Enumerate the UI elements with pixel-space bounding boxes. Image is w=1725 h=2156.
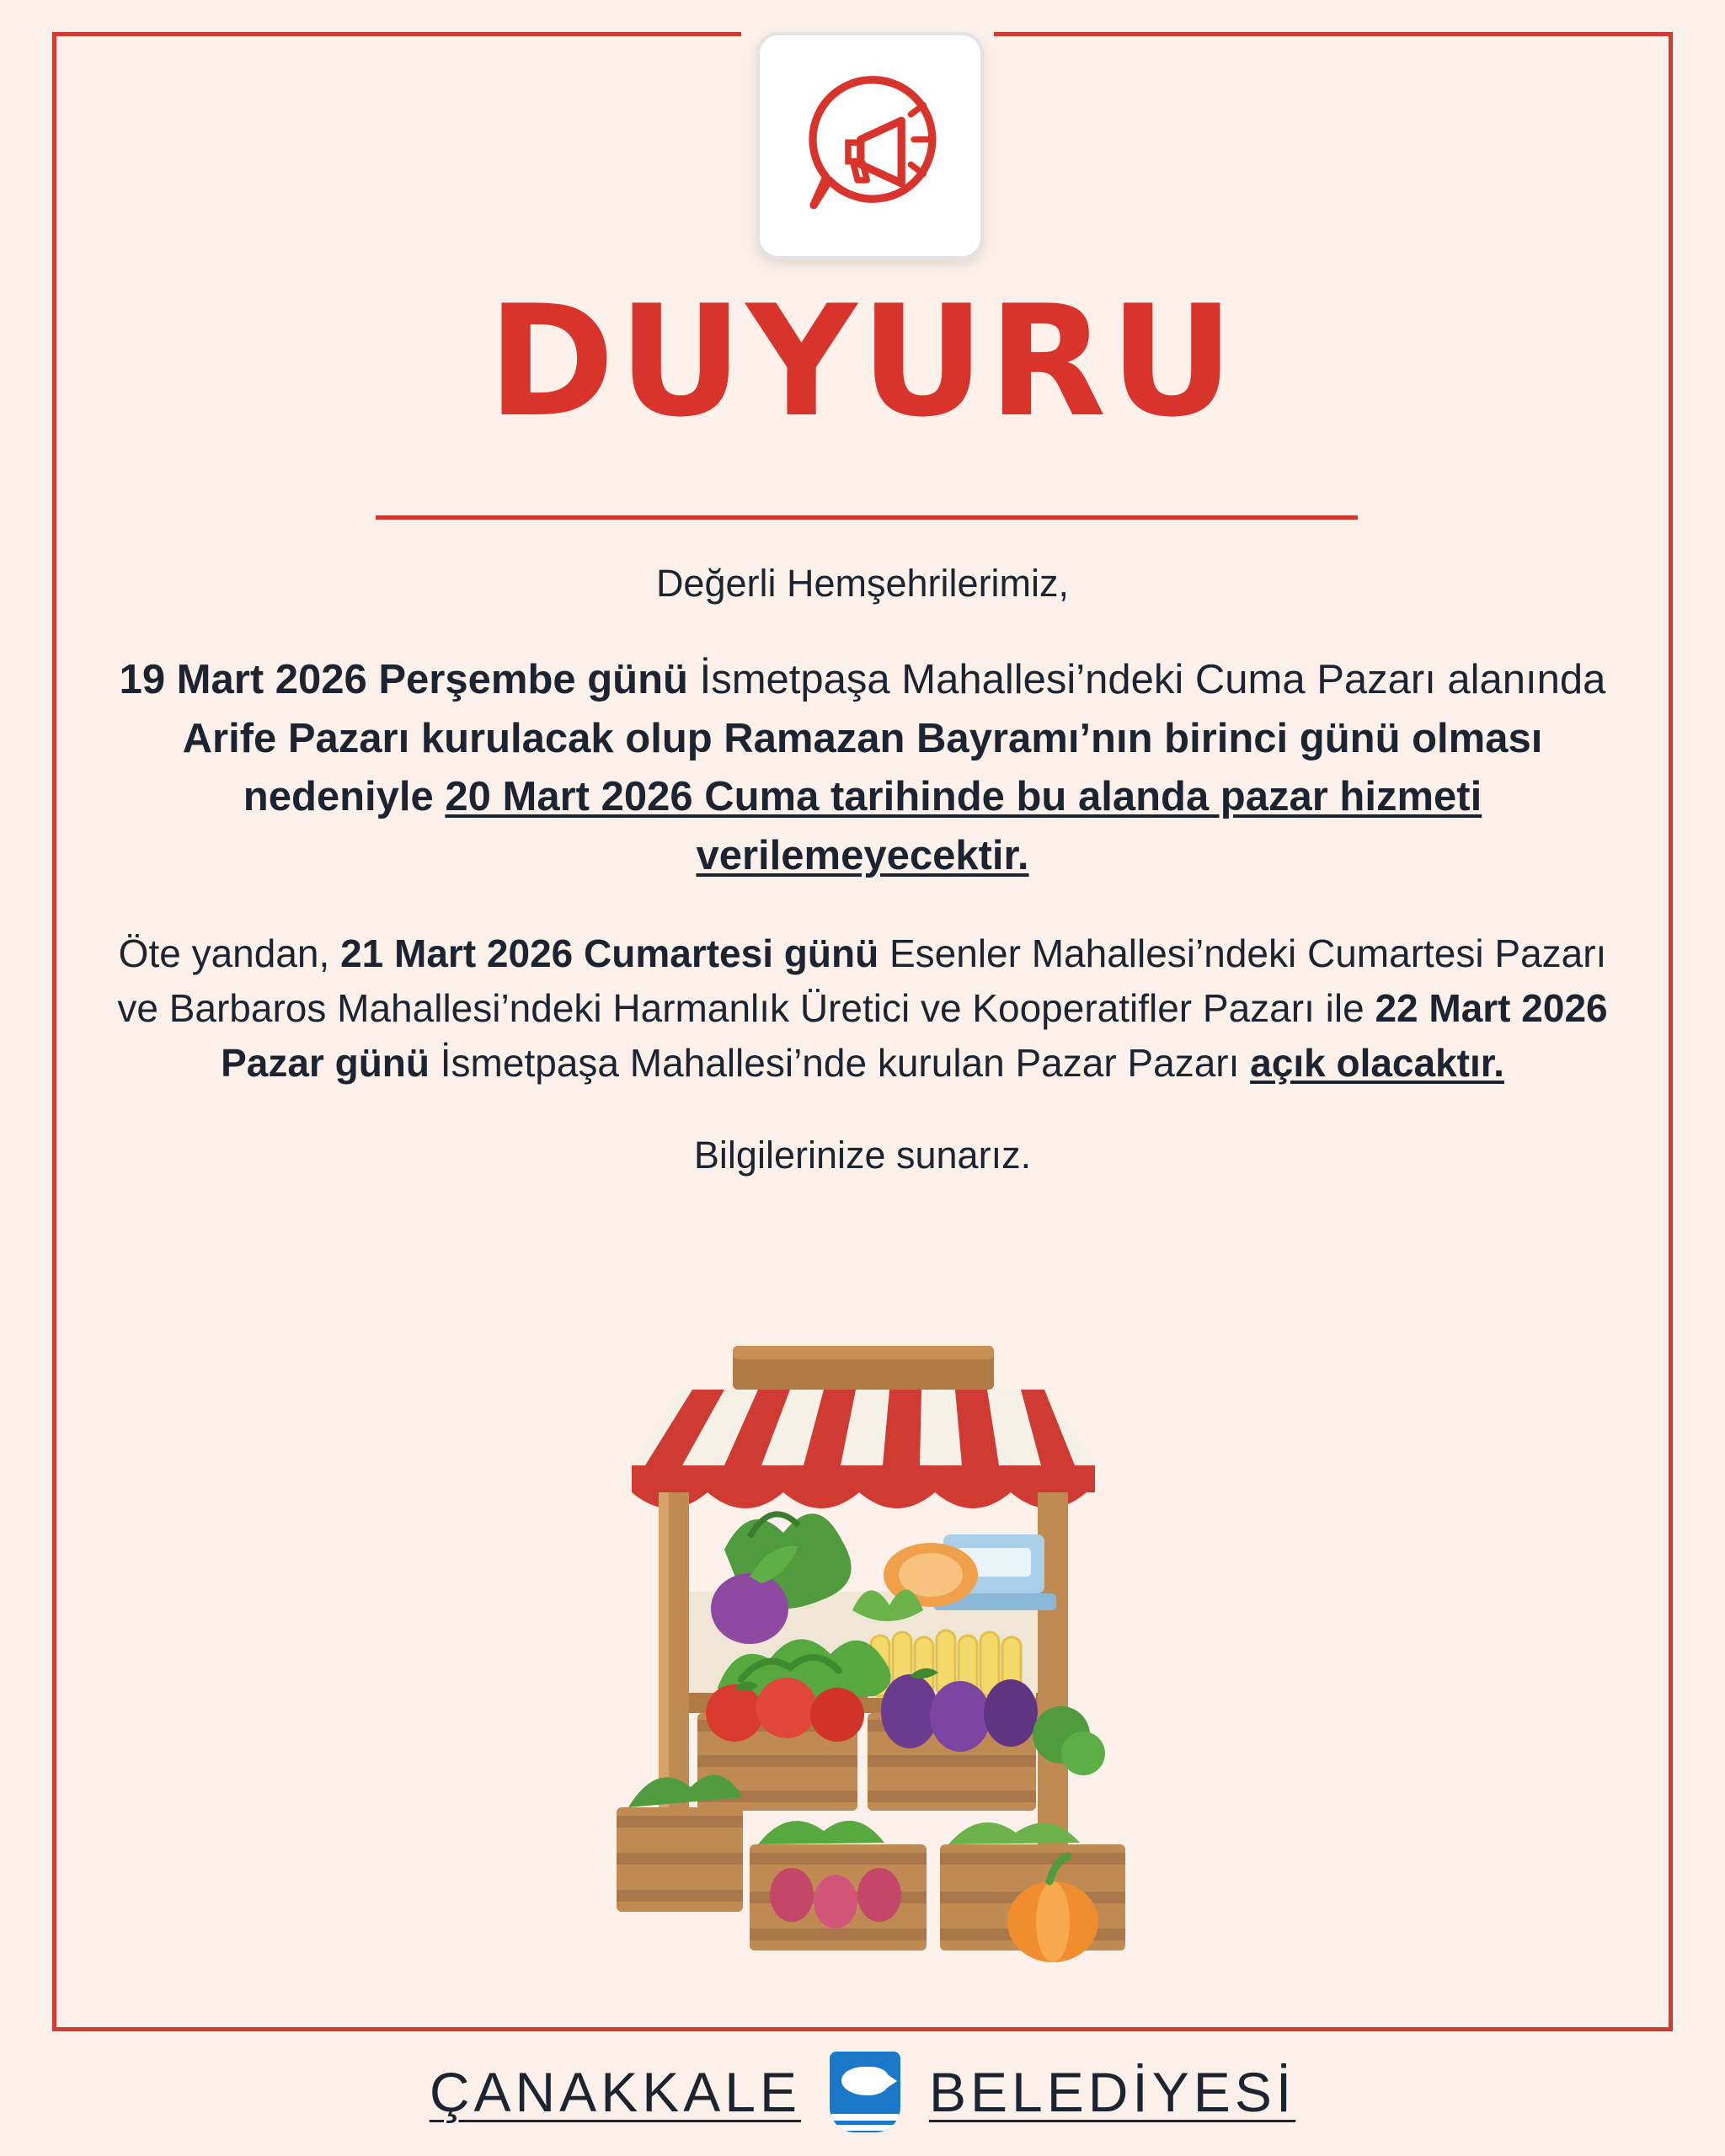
p1-seg2: İsmetpaşa Mahallesi’ndeki Cuma Pazarı alanında xyxy=(687,657,1606,703)
footer-left-word: ÇANAKKALE xyxy=(429,2061,801,2123)
page-title: DUYURU xyxy=(487,272,1238,451)
announcement-body xyxy=(99,558,1626,1182)
crest-fish-shape xyxy=(841,2067,889,2095)
paragraph-one xyxy=(99,651,1626,885)
p1-seg1: 19 Mart 2026 Perşembe günü xyxy=(119,657,688,703)
footer-right-word: BELEDİYESİ xyxy=(929,2061,1296,2123)
crest-wave-shape-2 xyxy=(830,2125,900,2131)
p2-seg3: Esenler Mahallesi’ndeki Cumartesi Pazarı ve Barbaros Mahallesi’ndeki Harmanlık Üretici ve Kooperatifler Pazarı ile xyxy=(117,931,1607,1030)
p2-seg5: İsmetpaşa Mahallesi’nde kurulan Pazar Pazarı xyxy=(430,1041,1251,1086)
crest-wave-shape xyxy=(830,2114,900,2121)
closing-line: Bilgilerinize sunarız. xyxy=(693,1134,1032,1177)
p2-seg4: 22 Mart 2026 Pazar günü xyxy=(221,985,1608,1086)
canakkale-municipality-crest-icon xyxy=(830,2052,900,2132)
p2-seg2: 21 Mart 2026 Cumartesi günü xyxy=(340,931,879,975)
announcement-logo-badge xyxy=(756,32,984,259)
market-stall-illustration xyxy=(472,1339,1255,2004)
greeting-line: Değerli Hemşehrilerimiz, xyxy=(655,562,1070,605)
p1-seg3: Arife Pazarı kurulacak olup Ramazan Bayramı’nın birinci günü olması nedeniyle xyxy=(182,715,1543,820)
footer xyxy=(0,2052,1725,2132)
p1-seg4: 20 Mart 2026 Cuma tarihinde bu alanda pazar hizmeti verilemeyecektir. xyxy=(445,774,1482,878)
paragraph-two xyxy=(99,926,1626,1091)
p2-seg1: Öte yandan, xyxy=(118,931,341,975)
title-divider xyxy=(376,515,1358,520)
p2-seg6: açık olacaktır. xyxy=(1250,1041,1504,1086)
megaphone-speech-bubble-icon xyxy=(792,67,948,224)
